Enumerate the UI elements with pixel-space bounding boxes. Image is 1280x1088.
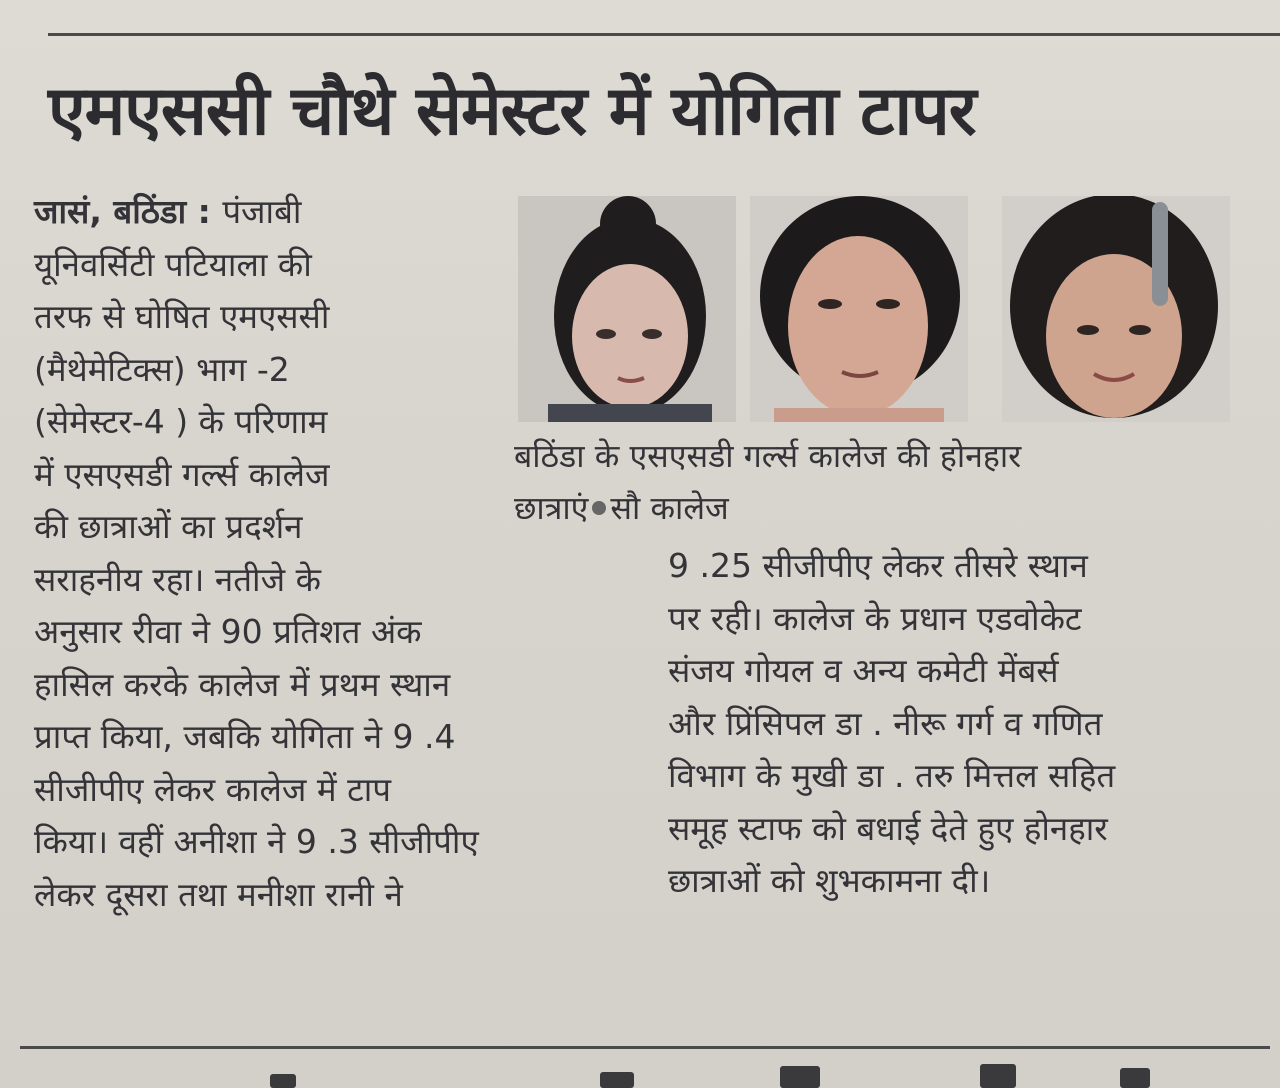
article-line: 9 .25 सीजीपीए लेकर तीसरे स्थान [668, 546, 1088, 585]
article-line: लेकर दूसरा तथा मनीशा रानी ने [34, 874, 403, 914]
article-line: की छात्राओं का प्रदर्शन [34, 507, 303, 546]
article-line: हासिल करके कालेज में प्रथम स्थान [34, 664, 451, 704]
article-line: छात्राओं को शुभकामना दी। [668, 861, 991, 900]
cropped-glyph [1120, 1068, 1150, 1088]
bullet-icon [592, 501, 606, 515]
article-line: अनुसार रीवा ने 90 प्रतिशत अंक [34, 612, 422, 651]
article-line: किया। वहीं अनीशा ने 9 .3 सीजीपीए [34, 822, 479, 861]
caption-text: छात्राएं [514, 489, 589, 527]
article-line: समूह स्टाफ को बधाई देते हुए होनहार [668, 808, 1108, 848]
article-line: सीजीपीए लेकर कालेज में टाप [34, 769, 392, 809]
article-line: विभाग के मुखी डा . तरु मित्तल सहित [668, 756, 1116, 795]
article-line: (मैथेमेटिक्स) भाग -2 [34, 349, 290, 389]
caption-line [514, 482, 1214, 534]
article-line: (सेमेस्टर-4 ) के परिणाम [34, 402, 328, 441]
student-photo-1 [518, 196, 736, 422]
article-line: प्राप्त किया, जबकि योगिता ने 9 .4 [34, 717, 456, 756]
cropped-next-article [0, 1060, 1280, 1088]
article-line: पर रही। कालेज के प्रधान एडवोकेट [668, 598, 1082, 638]
caption-credit: सौ कालेज [610, 489, 729, 527]
cropped-glyph [980, 1064, 1016, 1088]
photo-caption [514, 430, 1214, 534]
student-photo-2 [750, 196, 968, 422]
article-right-column [668, 540, 1268, 908]
article-line: में एसएसडी गर्ल्स कालेज [34, 454, 330, 494]
byline: जासं, बठिंडा : [34, 192, 223, 231]
student-photos [518, 196, 1234, 422]
bottom-rule [20, 1046, 1270, 1049]
cropped-glyph [600, 1072, 634, 1088]
article-line: तरफ से घोषित एमएससी [34, 297, 330, 336]
article-line: यूनिवर्सिटी पटियाला की [34, 244, 312, 284]
cropped-glyph [270, 1074, 296, 1088]
top-rule [48, 33, 1280, 36]
article-line: संजय गोयल व अन्य कमेटी मेंबर्स [668, 651, 1059, 690]
headline: एमएससी चौथे सेमेस्टर में योगिता टापर [48, 72, 976, 151]
article-line: और प्रिंसिपल डा . नीरू गर्ग व गणित [668, 703, 1103, 743]
article-text: पंजाबी [222, 192, 302, 231]
caption-line: बठिंडा के एसएसडी गर्ल्स कालेज की होनहार [514, 437, 1022, 475]
cropped-glyph [780, 1066, 820, 1088]
article-line: सराहनीय रहा। नतीजे के [34, 559, 321, 599]
student-photo-3 [1002, 196, 1230, 422]
